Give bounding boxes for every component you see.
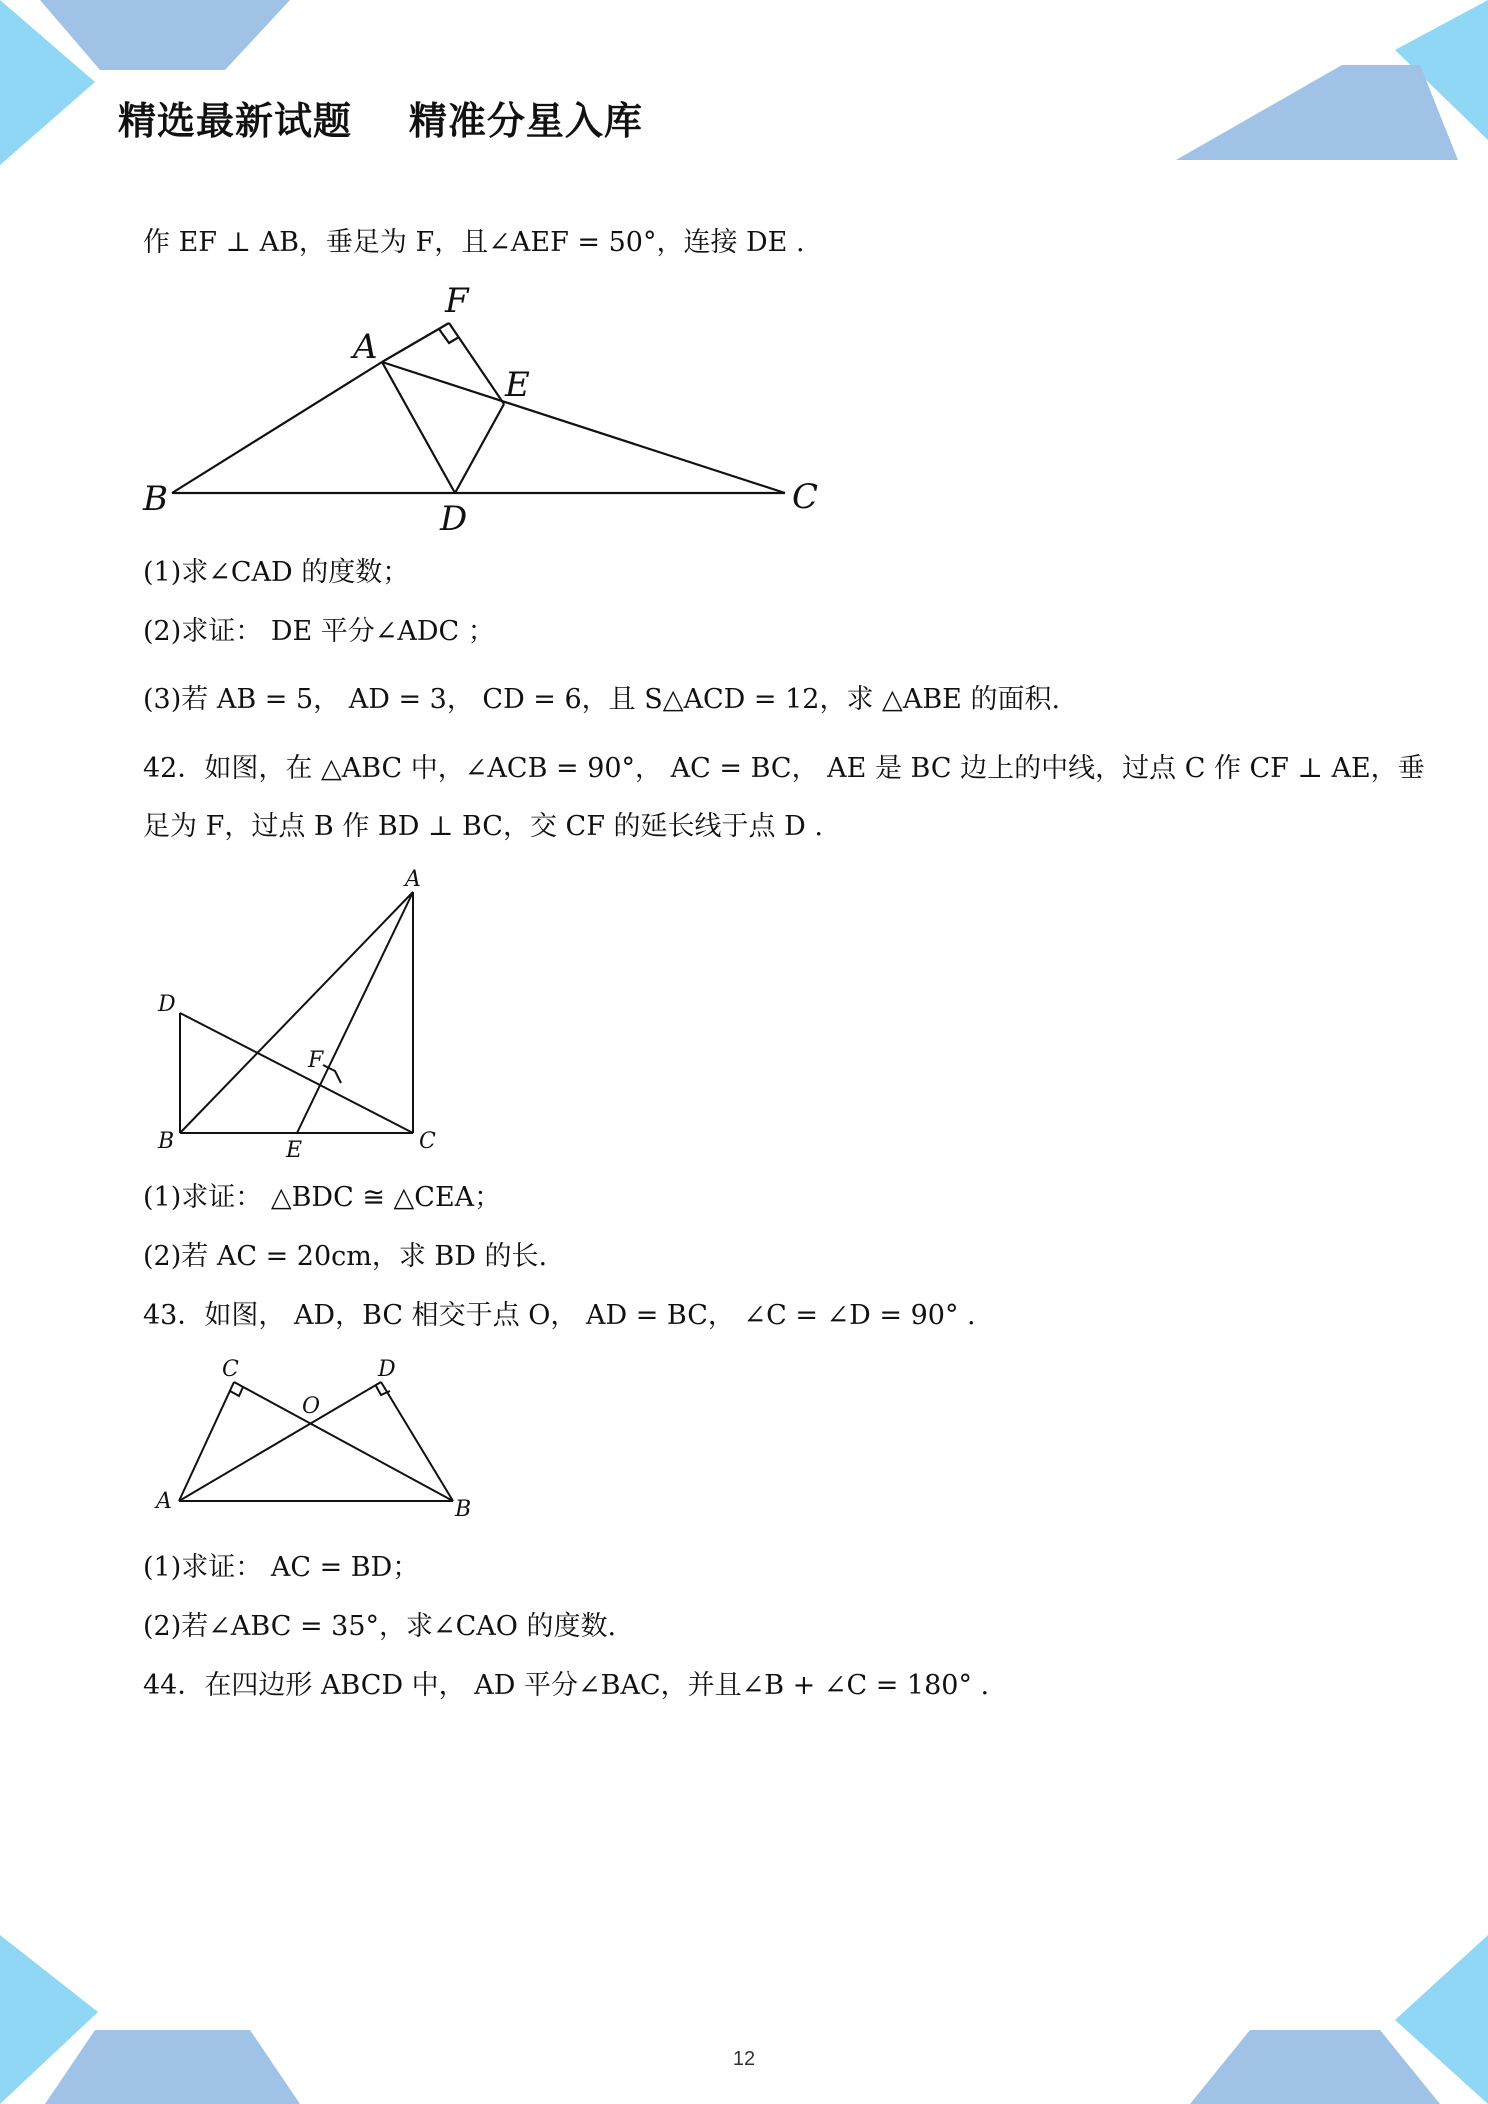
figure-crossing-triangles [150,1350,480,1525]
label-d: D [378,1357,396,1382]
label-e: E [286,1138,303,1163]
label-c: C [222,1357,239,1382]
segment-db [381,1382,453,1501]
segment-ba [172,362,382,493]
segment-ae [297,892,413,1133]
text-line: 43．如图， AD，BC 相交于点 O， AD = BC， ∠C = ∠D = 90° . [143,1300,976,1331]
label-a: A [156,1489,172,1514]
label-a: A [405,867,421,892]
header-title: 精选最新试题 精准分星入库 [118,99,643,143]
label-b: B [455,1497,472,1522]
label-d: D [158,992,176,1017]
segment-dc [180,1013,413,1133]
text-line: (1)求证： AC = BD； [143,1552,420,1583]
label-o: O [302,1394,321,1419]
label-b: B [143,479,168,519]
segment-cb [234,1382,453,1501]
segment-ac [382,362,785,493]
segment-ab [180,892,413,1133]
segment-af [382,323,449,362]
label-e: E [505,365,530,405]
top-right-trapezoid [1176,65,1458,160]
text-line: (1)求∠CAD 的度数； [143,557,410,588]
text-line: (2)若∠ABC = 35°，求∠CAO 的度数. [143,1611,617,1642]
label-b: B [158,1129,175,1154]
label-c: C [419,1129,436,1154]
figure-right-triangle-abc-with-d [150,862,450,1167]
page-number: 12 [732,2048,756,2070]
label-d: D [440,499,468,539]
label-a: A [353,327,378,367]
segment-ad [179,1382,381,1501]
text-line: (2)求证： DE 平分∠ADC ； [143,616,495,647]
segment-ac [179,1382,234,1501]
label-f: F [308,1048,324,1073]
text-line: (1)求证： △BDC ≅ △CEA； [143,1182,502,1213]
text-line: 42．如图，在 △ABC 中，∠ACB = 90°， AC = BC， AE 是 BC 边上的中线，过点 C 作 CF ⊥ AE，垂 [143,753,1425,784]
top-left-trapezoid [40,0,290,70]
text-line: (2)若 AC = 20cm，求 BD 的长. [143,1241,548,1272]
label-c: C [792,477,819,517]
text-line: 44．在四边形 ABCD 中， AD 平分∠BAC，并且∠B + ∠C = 180° . [143,1670,990,1701]
right-angle-mark-f [439,329,459,343]
figure-triangle-abc-with-e [130,275,850,545]
segment-de [455,404,504,493]
label-f: F [445,281,469,321]
text-line: 足为 F，过点 B 作 BD ⊥ BC，交 CF 的延长线于点 D . [143,811,823,842]
text-line: 作 EF ⊥ AB，垂足为 F，且∠AEF = 50°，连接 DE . [143,227,805,258]
text-line: (3)若 AB = 5， AD = 3， CD = 6，且 S△ACD = 12，求 △ABE 的面积. [143,684,1061,715]
